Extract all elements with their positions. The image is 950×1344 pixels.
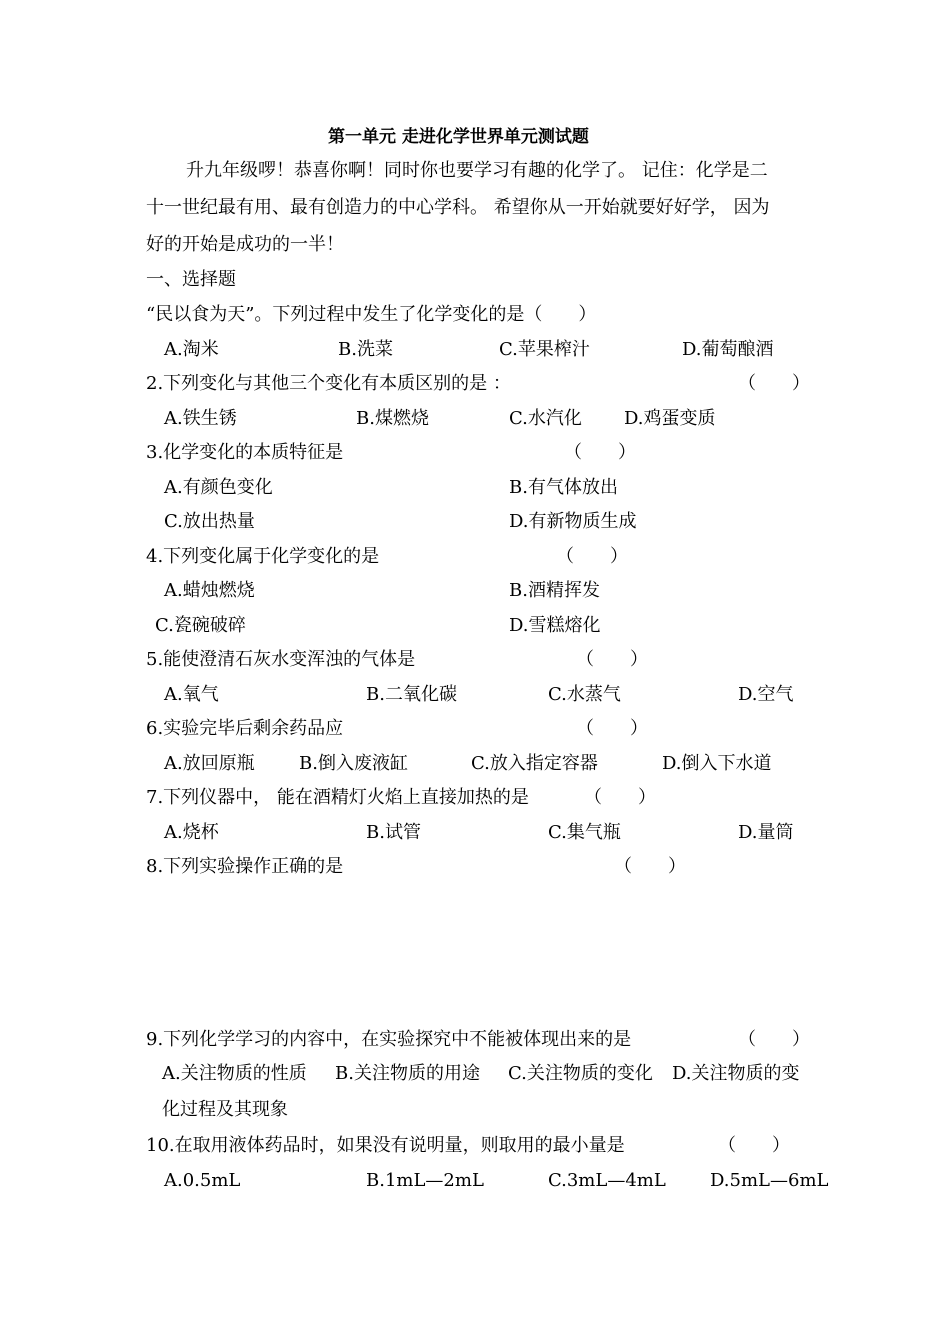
q6-option-b: B.倒入废液缸 <box>299 753 408 774</box>
q5-option-c: C.水蒸气 <box>548 684 621 705</box>
page-title: 第一单元 走进化学世界单元测试题 <box>328 127 589 147</box>
q6-option-c: C.放入指定容器 <box>471 753 598 774</box>
q2-option-a: A.铁生锈 <box>164 408 237 429</box>
q3-option-a: A.有颜色变化 <box>164 477 273 498</box>
q3-option-d: D.有新物质生成 <box>509 511 637 532</box>
question-5-stem: 5.能使澄清石灰水变浑浊的气体是 <box>146 649 416 670</box>
q3-answer-paren: （ ） <box>564 442 636 463</box>
question-4-stem: 4.下列变化属于化学变化的是 <box>146 546 380 567</box>
question-2-stem: 2.下列变化与其他三个变化有本质区别的是 ： <box>146 373 511 394</box>
q2-option-c: C.水汽化 <box>509 408 582 429</box>
q5-option-a: A.氧气 <box>164 684 219 705</box>
q5-option-d: D.空气 <box>738 684 794 705</box>
question-8-stem: 8.下列实验操作正确的是 <box>146 856 344 877</box>
q1-option-d: D.葡萄酿酒 <box>682 339 774 360</box>
q7-option-c: C.集气瓶 <box>548 822 621 843</box>
q6-option-d: D.倒入下水道 <box>662 753 772 774</box>
q6-option-a: A.放回原瓶 <box>164 753 255 774</box>
q6-answer-paren: （ ） <box>576 718 648 739</box>
q4-option-b: B.酒精挥发 <box>509 580 600 601</box>
q8-answer-paren: （ ） <box>614 856 686 877</box>
q10-option-b: B.1mL—2mL <box>366 1170 484 1191</box>
q1-option-c: C.苹果榨汁 <box>499 339 590 360</box>
q7-option-d: D.量筒 <box>738 822 794 843</box>
q4-answer-paren: （ ） <box>556 546 628 567</box>
section-heading: 一、选择题 <box>146 269 236 290</box>
q10-option-d: D.5mL—6mL <box>710 1170 829 1191</box>
intro-line-3: 好的开始是成功的一半！ <box>146 234 344 255</box>
intro-line-1: 升九年级啰！恭喜你啊！同时你也要学习有趣的化学了。 记住：化学是二 <box>186 160 768 181</box>
q10-option-c: C.3mL—4mL <box>548 1170 666 1191</box>
q5-answer-paren: （ ） <box>576 649 648 670</box>
q9-option-c: C.关注物质的变化 <box>508 1063 653 1084</box>
q9-option-d: D.关注物质的变 <box>672 1063 800 1084</box>
q4-option-c: C.瓷碗破碎 <box>155 615 246 636</box>
q7-answer-paren: （ ） <box>584 787 656 808</box>
q9-option-b: B.关注物质的用途 <box>335 1063 480 1084</box>
question-1-stem: “民以食为天”。下列过程中发生了化学变化的是（ ） <box>146 304 597 325</box>
q1-option-b: B.洗菜 <box>338 339 393 360</box>
q5-option-b: B.二氧化碳 <box>366 684 457 705</box>
q4-option-d: D.雪糕熔化 <box>509 615 601 636</box>
q2-option-d: D.鸡蛋变质 <box>624 408 716 429</box>
q2-option-b: B.煤燃烧 <box>356 408 429 429</box>
q7-option-b: B.试管 <box>366 822 421 843</box>
question-10-stem: 10.在取用液体药品时，如果没有说明量，则取用的最小量是 <box>146 1135 625 1156</box>
question-7-stem: 7.下列仪器中， 能在酒精灯火焰上直接加热的是 <box>146 787 529 808</box>
q10-option-a: A.0.5mL <box>164 1170 241 1191</box>
q9-answer-paren: （ ） <box>738 1029 810 1050</box>
q10-answer-paren: （ ） <box>718 1135 790 1156</box>
question-9-stem: 9.下列化学学习的内容中，在实验探究中不能被体现出来的是 <box>146 1029 632 1050</box>
q7-option-a: A.烧杯 <box>164 822 219 843</box>
q9-option-d-continuation: 化过程及其现象 <box>162 1099 288 1120</box>
q2-answer-paren: （ ） <box>738 373 810 394</box>
question-6-stem: 6.实验完毕后剩余药品应 <box>146 718 344 739</box>
q9-option-a: A.关注物质的性质 <box>162 1063 307 1084</box>
q1-option-a: A.淘米 <box>164 339 219 360</box>
intro-line-2: 十一世纪最有用、最有创造力的中心学科。 希望你从一开始就要好好学， 因为 <box>146 197 770 218</box>
question-3-stem: 3.化学变化的本质特征是 <box>146 442 344 463</box>
q3-option-c: C.放出热量 <box>164 511 255 532</box>
q4-option-a: A.蜡烛燃烧 <box>164 580 255 601</box>
q3-option-b: B.有气体放出 <box>509 477 618 498</box>
